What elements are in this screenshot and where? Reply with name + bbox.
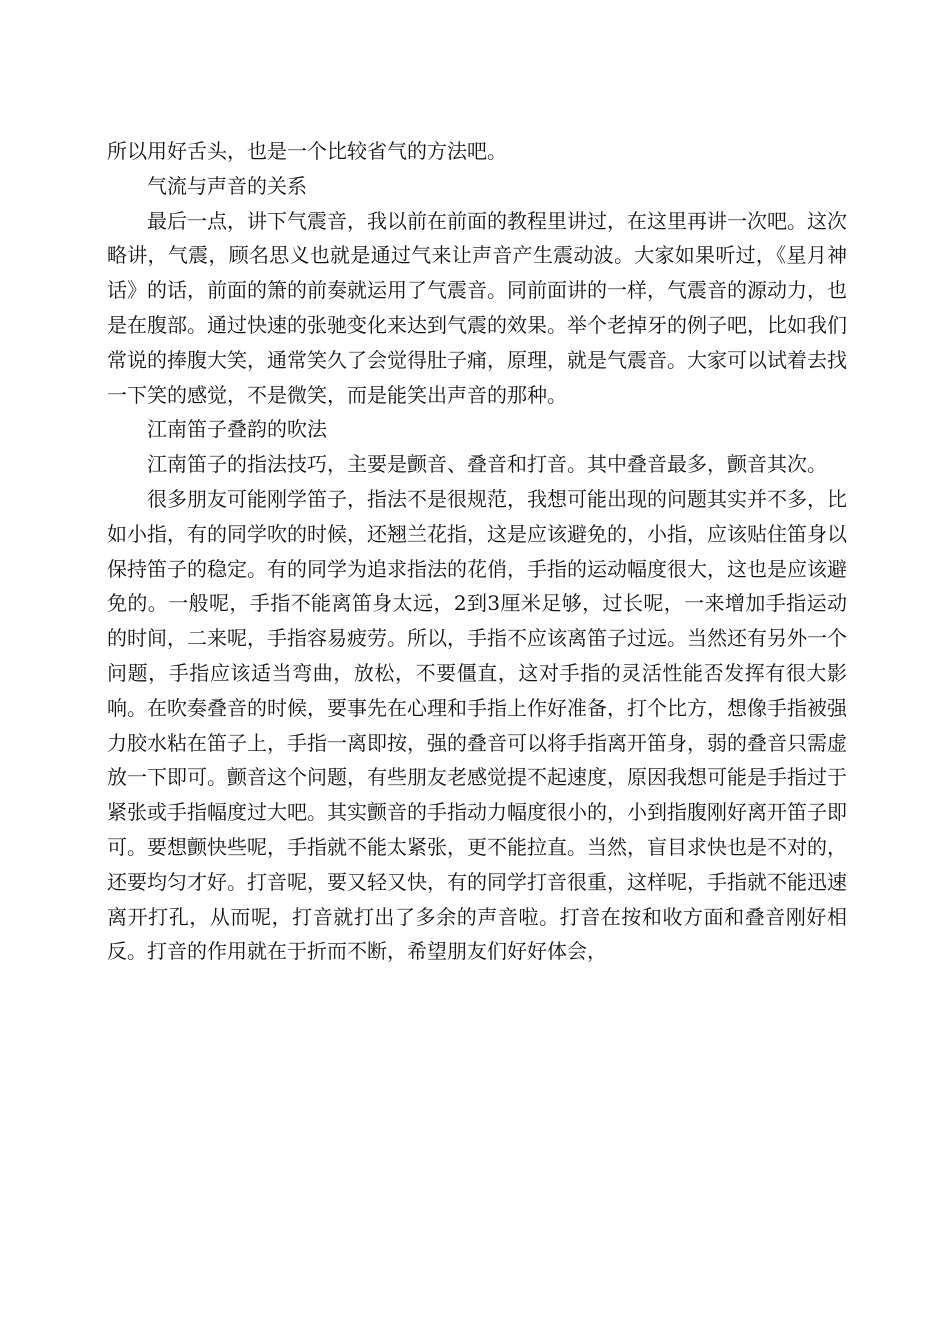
paragraph-vibrato: 最后一点，讲下气震音，我以前在前面的教程里讲过，在这里再讲一次吧。这次略讲，气震，顾名思义也就是通过气来让声音产生震动波。大家如果听过，《星月神话》的话，前面的箫的前奏就运用了气震音。同前面讲的一样，气震音的源动力，也是在腹部。通过快速的张驰变化来达到气震的效果。举个老掉牙的例子吧，比如我们常说的捧腹大笑，通常笑久了会觉得肚子痛，原理，就是气震音。大家可以试着去找一下笑的感觉，不是微笑，而是能笑出声音的那种。: [107, 208, 847, 407]
paragraph-fingering-advice: 很多朋友可能刚学笛子，指法不是很规范，我想可能出现的问题其实并不多，比如小指，有的同学吹的时候，还翘兰花指，这是应该避免的，小指，应该贴住笛身以保持笛子的稳定。有的同学为追求指法的花俏，手指的运动幅度很大，这也是应该避免的。一般呢，手指不能离笛身太远，2到3厘米足够，过长呢，一来增加手指运动的时间，二来呢，手指容易疲劳。所以，手指不应该离笛子过远。当然还有另外一个问题，手指应该适当弯曲，放松，不要僵直，这对手指的灵活性能否发挥有很大影响。在吹奏叠音的时候，要事先在心理和手指上作好准备，打个比方，想像手指被强力胶水粘在笛子上，手指一离即按，强的叠音可以将手指离开笛身，弱的叠音只需虚放一下即可。颤音这个问题，有些朋友老感觉提不起速度，原因我想可能是手指过于紧张或手指幅度过大吧。其实颤音的手指动力幅度很小的，小到指腹刚好离开笛子即可。要想颤快些呢，手指就不能太紧张，更不能拉直。当然，盲目求快也是不对的，还要均匀才好。打音呢，要又轻又快，有的同学打音很重，这样呢，手指就不能迅速离开打孔，从而呢，打音就打出了多余的声音啦。打音在按和收方面和叠音刚好相反。打音的作用就在于折而不断，希望朋友们好好体会，: [107, 486, 847, 964]
paragraph-continuation: 所以用好舌头，也是一个比较省气的方法吧。: [107, 139, 507, 163]
section-heading-jiangnan-flute: 江南笛子叠韵的吹法: [147, 417, 327, 442]
paragraph-fingering-techniques: 江南笛子的指法技巧，主要是颤音、叠音和打音。其中叠音最多，颤音其次。: [147, 452, 827, 477]
section-heading-airflow-and-sound: 气流与声音的关系: [147, 173, 307, 198]
document-body: [107, 134, 847, 969]
